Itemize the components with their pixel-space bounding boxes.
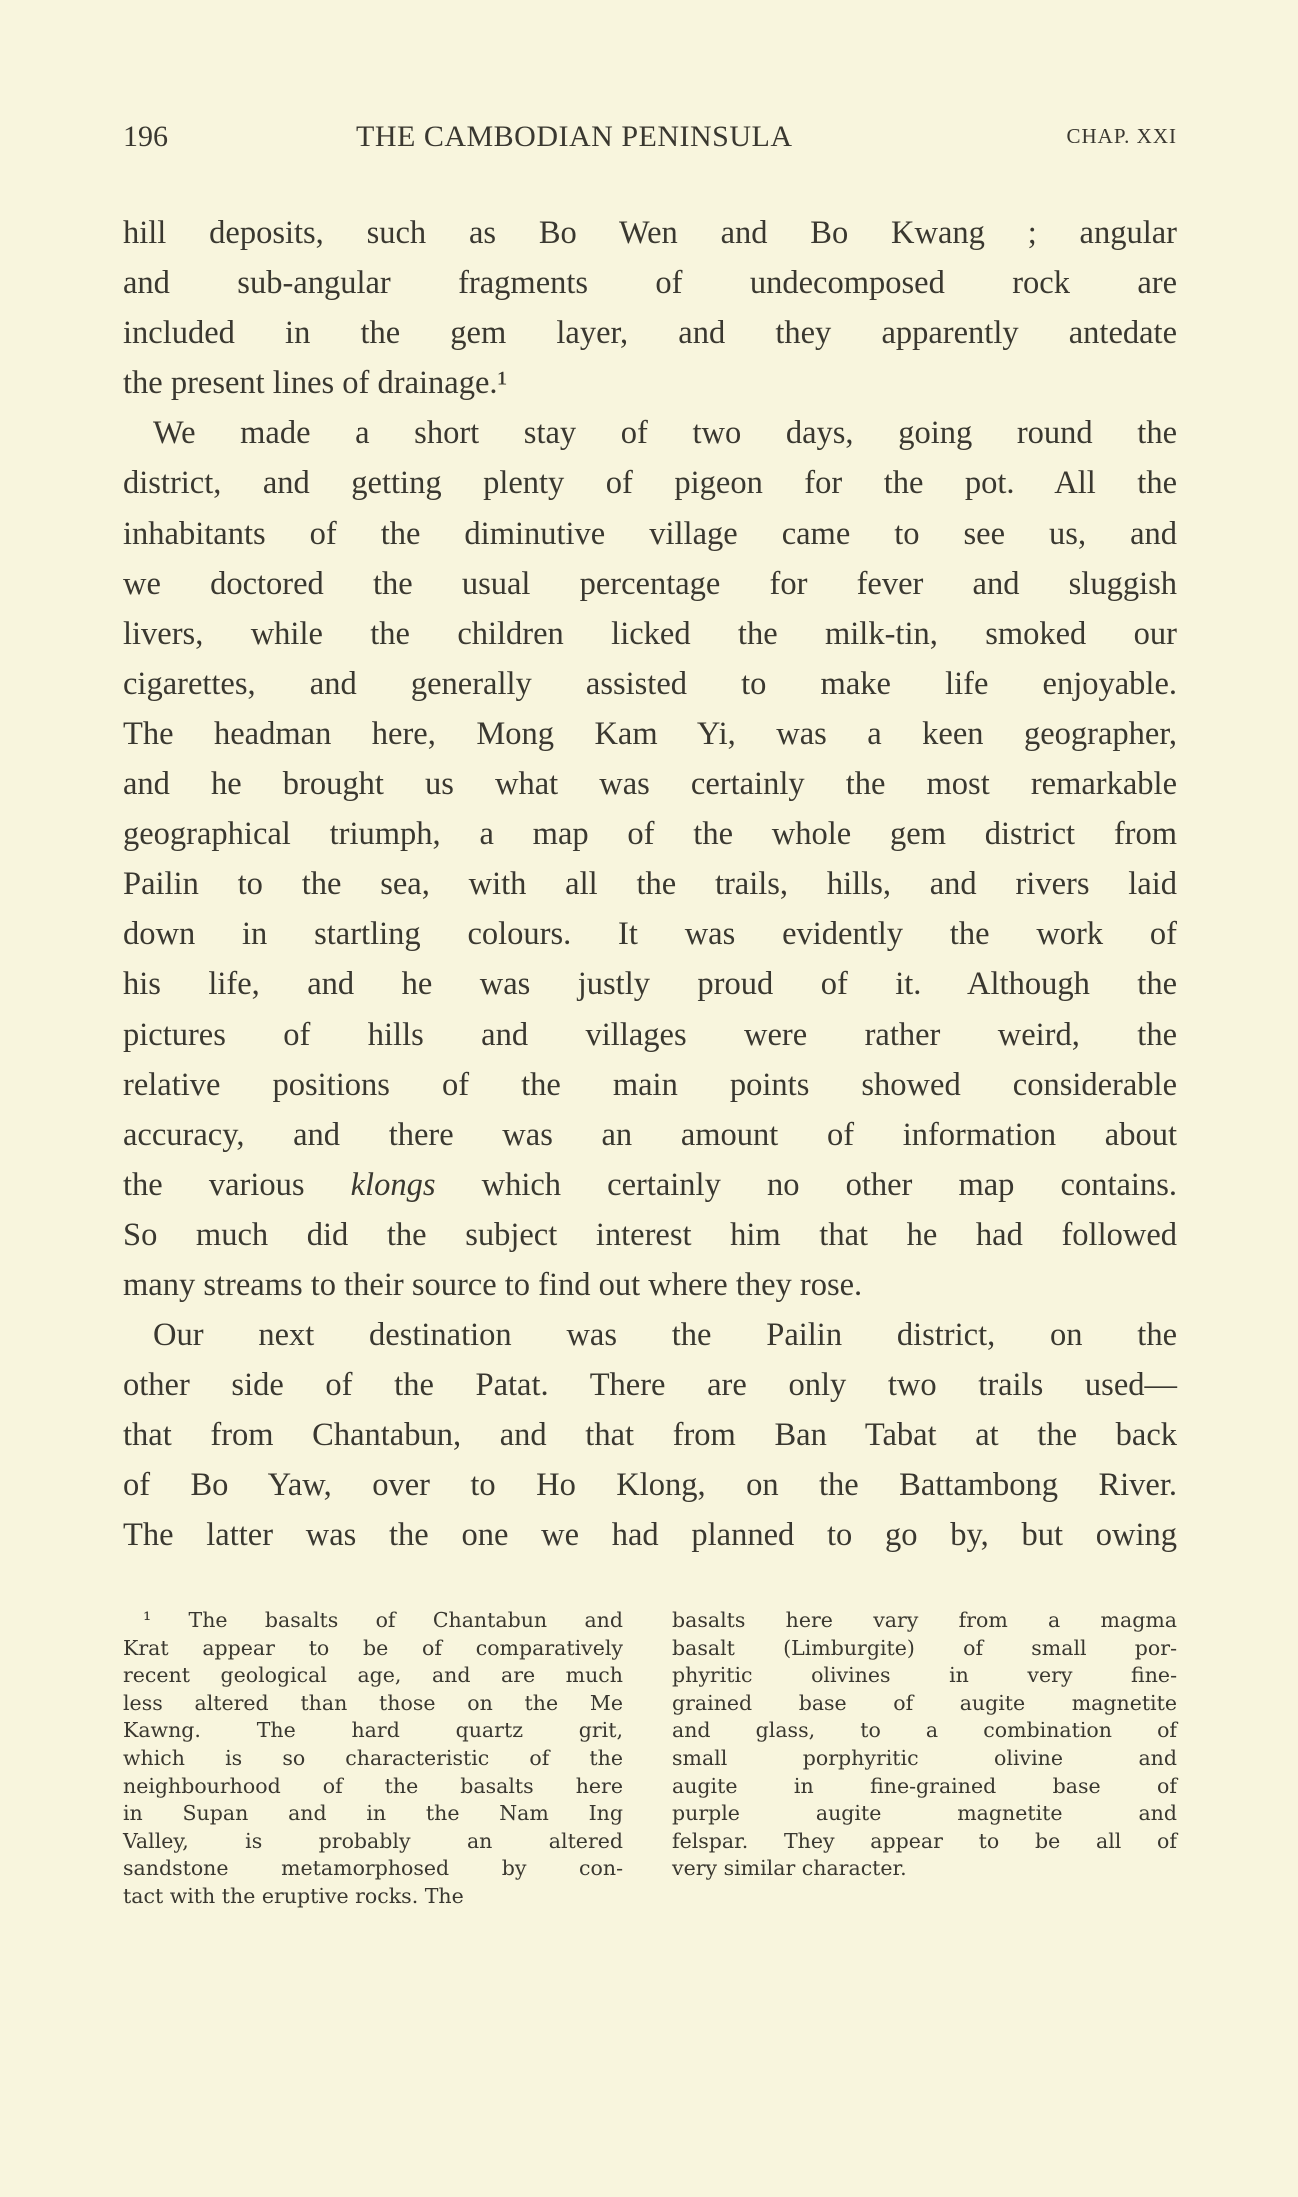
- body-line: included in the gem layer, and they apparently antedate: [123, 315, 1177, 352]
- footnote-line: Valley, is probably an altered: [123, 1828, 623, 1853]
- body-line: many streams to their source to find out where they rose.: [123, 1266, 863, 1303]
- footnote-line: in Supan and in the Nam Ing: [123, 1801, 623, 1826]
- footnote-line: basalts here vary from a magma: [672, 1608, 1177, 1632]
- chapter-label: CHAP. XXI: [1066, 124, 1177, 148]
- footnote-line: basalt (Limburgite) of small por-: [672, 1635, 1177, 1660]
- running-header: [123, 120, 1177, 160]
- body-line: Pailin to the sea, with all the trails, hills, and rivers laid: [123, 866, 1177, 903]
- running-title: THE CAMBODIAN PENINSULA: [356, 120, 793, 153]
- body-line: we doctored the usual percentage for fever and sluggish: [123, 565, 1177, 602]
- body-line: We made a short stay of two days, going round the: [153, 415, 1177, 452]
- footnote-line: recent geological age, and are much: [123, 1663, 623, 1688]
- body-line: the various klongs which certainly no other map contains.: [123, 1166, 1177, 1203]
- body-line: and he brought us what was certainly the most remarkable: [123, 766, 1177, 803]
- body-line: geographical triumph, a map of the whole gem district from: [123, 816, 1177, 853]
- body-line: So much did the subject interest him that he had followed: [123, 1216, 1177, 1253]
- body-line: livers, while the children licked the milk-tin, smoked our: [123, 615, 1177, 652]
- body-line: of Bo Yaw, over to Ho Klong, on the Battambong River.: [123, 1467, 1177, 1504]
- body-line: inhabitants of the diminutive village came to see us, and: [123, 515, 1177, 552]
- footnote-line: and glass, to a combination of: [672, 1718, 1177, 1743]
- footnote-line: augite in fine-grained base of: [672, 1773, 1177, 1798]
- footnote-line: which is so characteristic of the: [123, 1745, 623, 1770]
- footnote-line: grained base of augite magnetite: [672, 1690, 1177, 1715]
- footnote-line: ¹ The basalts of Chantabun and: [143, 1608, 623, 1632]
- footnote-line: tact with the eruptive rocks. The: [123, 1883, 464, 1908]
- body-line: his life, and he was justly proud of it. Although the: [123, 966, 1177, 1003]
- body-line: The headman here, Mong Kam Yi, was a keen geographer,: [123, 715, 1177, 752]
- body-line: down in startling colours. It was evidently the work of: [123, 916, 1177, 953]
- footnote-line: phyritic olivines in very fine-: [672, 1663, 1177, 1688]
- footnote-line: purple augite magnetite and: [672, 1801, 1177, 1826]
- body-line: Our next destination was the Pailin district, on the: [153, 1317, 1177, 1354]
- body-line: the present lines of drainage.¹: [123, 365, 508, 402]
- footnote-line: neighbourhood of the basalts here: [123, 1773, 623, 1798]
- body-line: and sub-angular fragments of undecomposed rock are: [123, 265, 1177, 302]
- body-line: cigarettes, and generally assisted to make life enjoyable.: [123, 665, 1177, 702]
- body-text: [123, 208, 1177, 1561]
- body-line: pictures of hills and villages were rather weird, the: [123, 1016, 1177, 1053]
- italic-term: klongs: [350, 1166, 436, 1203]
- body-line: hill deposits, such as Bo Wen and Bo Kwang ; angular: [123, 215, 1177, 251]
- footnote-line: small porphyritic olivine and: [672, 1745, 1177, 1770]
- footnote-line: Krat appear to be of comparatively: [123, 1635, 623, 1660]
- footnote-line: very similar character.: [672, 1856, 907, 1881]
- footnote-line: less altered than those on the Me: [123, 1690, 623, 1715]
- footnote-right-column: [672, 1607, 1177, 1883]
- body-line: accuracy, and there was an amount of information about: [123, 1116, 1177, 1153]
- footnote-line: Kawng. The hard quartz grit,: [123, 1718, 623, 1743]
- footnote-left-column: [123, 1607, 623, 1911]
- footnote-line: felspar. They appear to be all of: [672, 1828, 1177, 1853]
- body-line: other side of the Patat. There are only two trails used—: [123, 1367, 1177, 1404]
- page-number: 196: [123, 120, 168, 153]
- body-line: The latter was the one we had planned to go by, but owing: [123, 1517, 1177, 1554]
- body-line: district, and getting plenty of pigeon for the pot. All the: [123, 465, 1177, 502]
- body-line: that from Chantabun, and that from Ban Tabat at the back: [123, 1417, 1177, 1454]
- footnote-line: sandstone metamorphosed by con-: [123, 1856, 623, 1881]
- body-line: relative positions of the main points showed considerable: [123, 1066, 1177, 1103]
